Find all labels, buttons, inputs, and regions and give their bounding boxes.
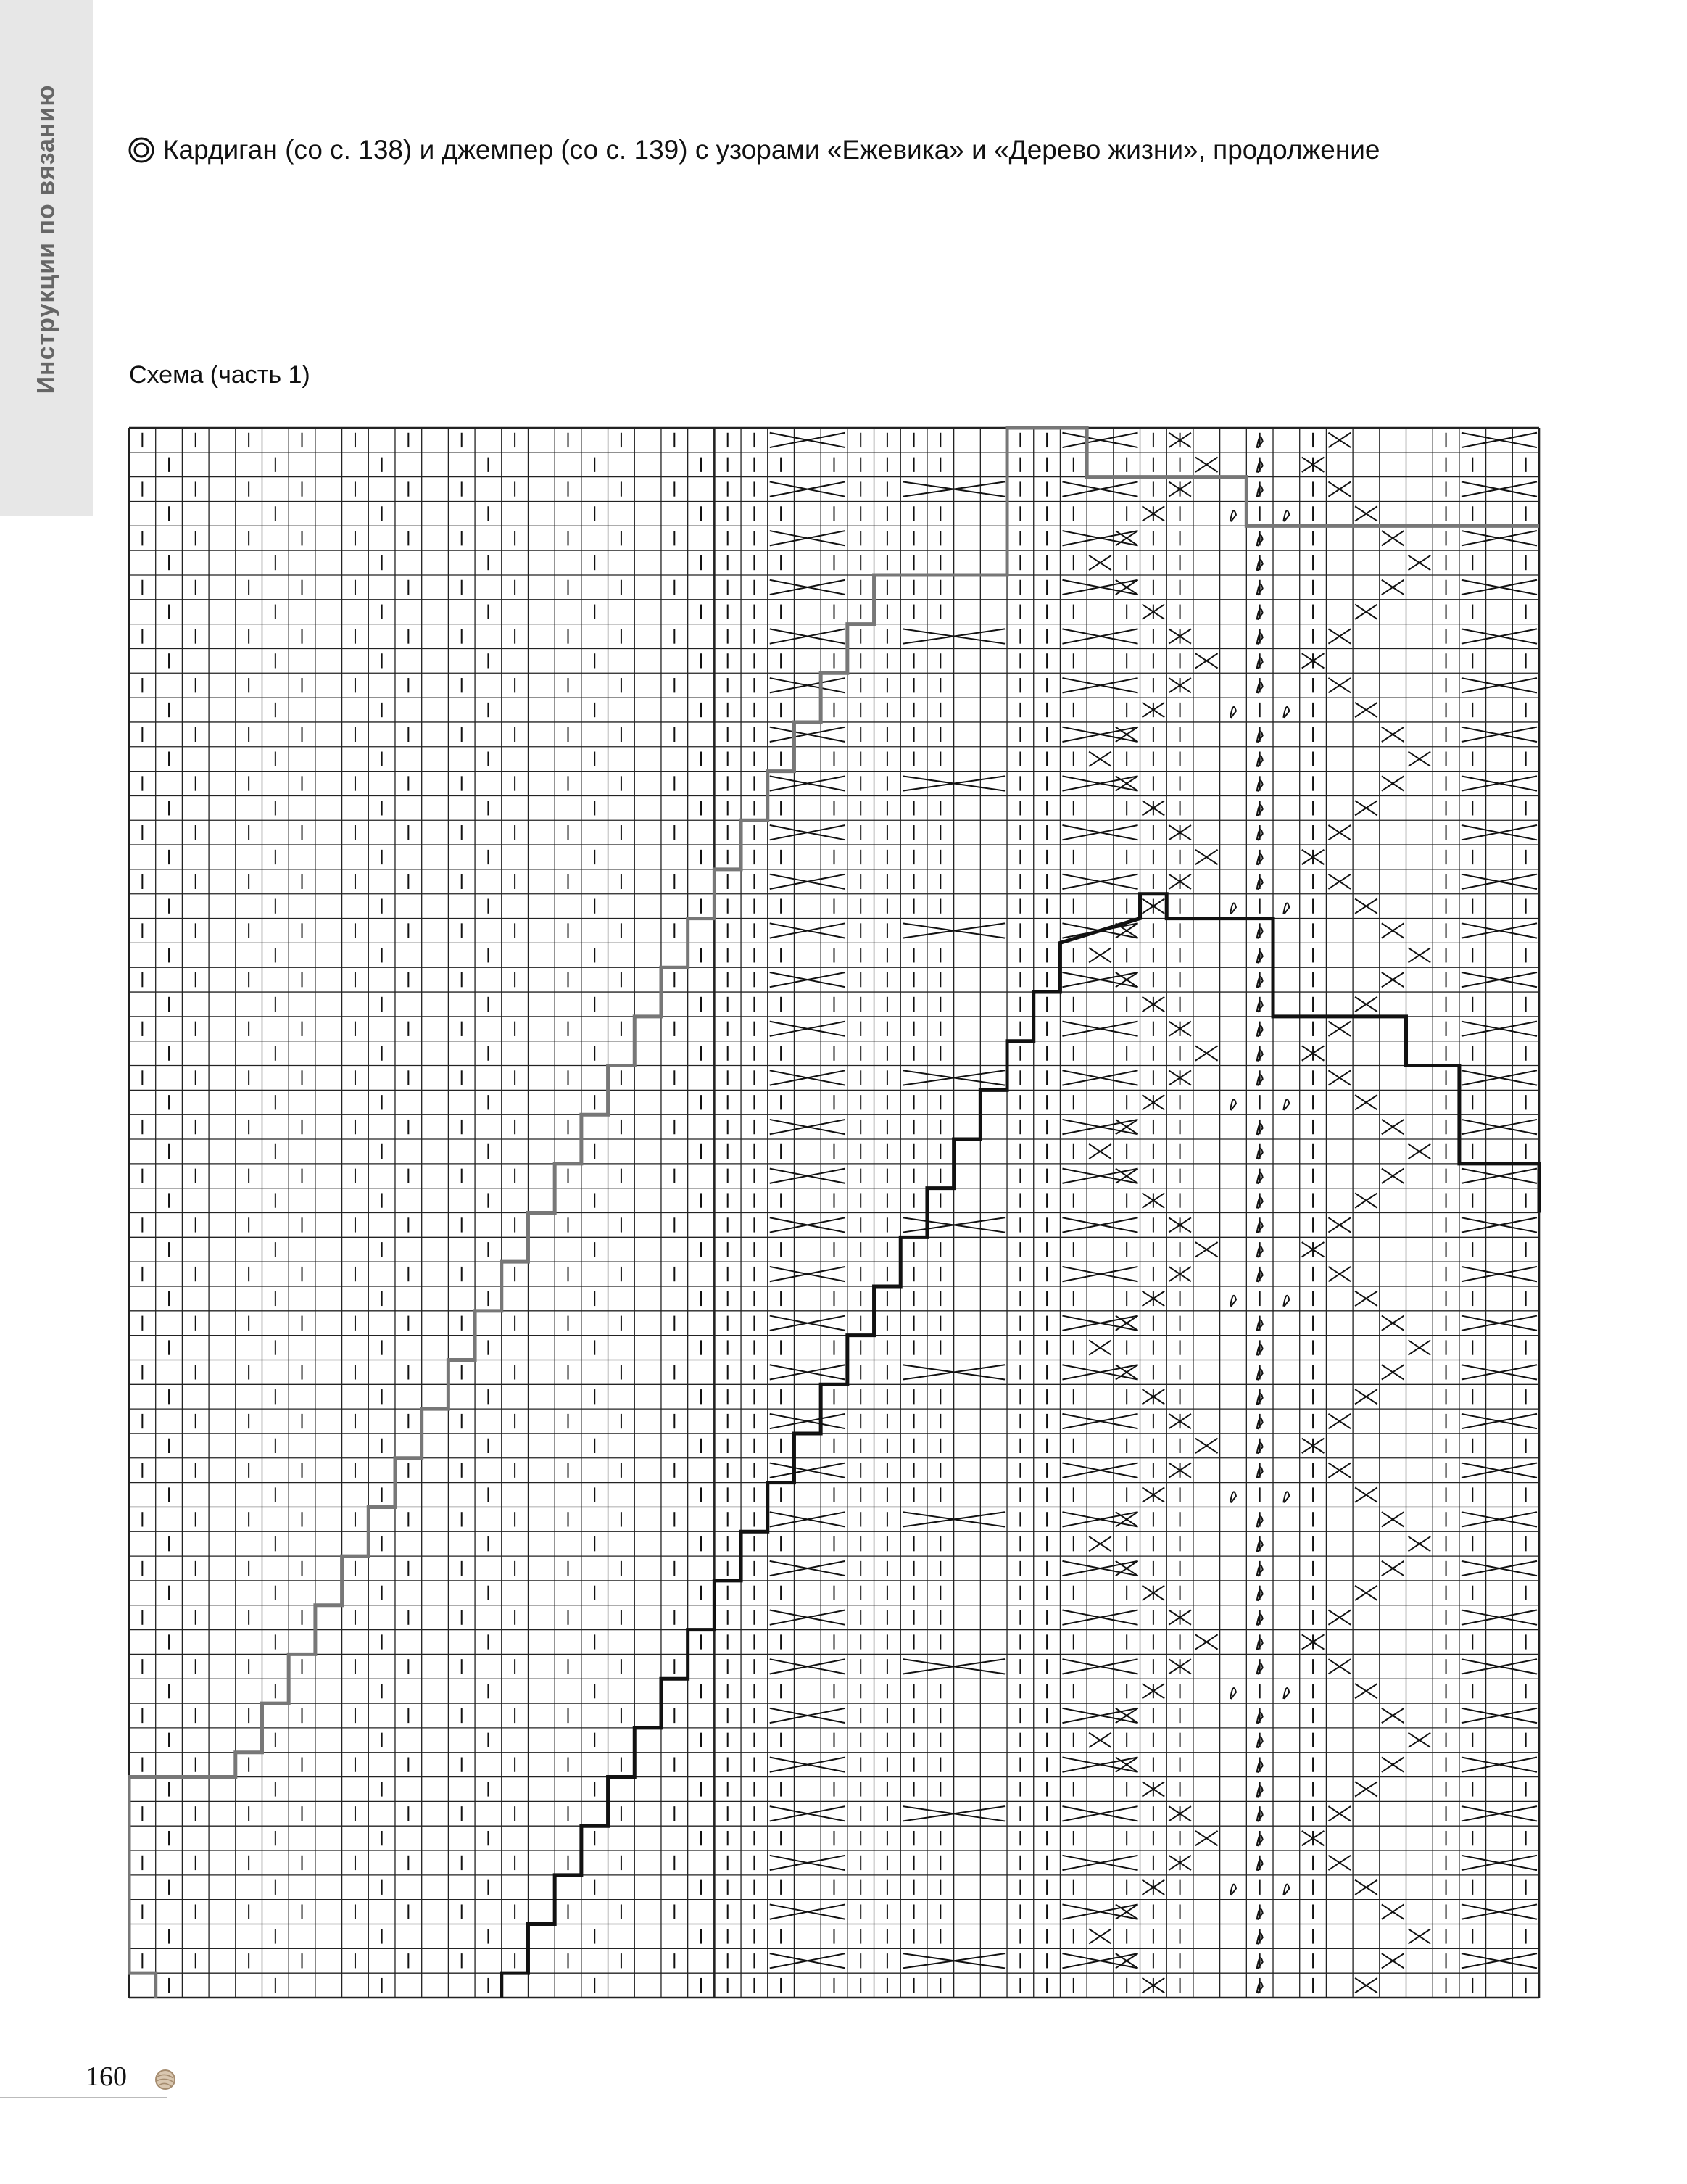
chart-grid — [128, 426, 1585, 2043]
chart-caption: Схема (часть 1) — [129, 361, 310, 389]
double-circle-icon — [127, 136, 156, 165]
side-tab — [0, 0, 93, 516]
side-tab-label: Инструкции по вязанию — [32, 84, 60, 394]
page-number: 160 — [86, 2061, 127, 2092]
knitting-chart — [128, 426, 1585, 2043]
footer-rule — [0, 2097, 167, 2098]
yarn-ball-icon — [154, 2068, 177, 2091]
page-title: Кардиган (со с. 138) и джемпер (со с. 139) с узорами «Ежевика» и «Дерево жизни», продолжение — [163, 135, 1380, 165]
page-header — [127, 135, 1380, 165]
